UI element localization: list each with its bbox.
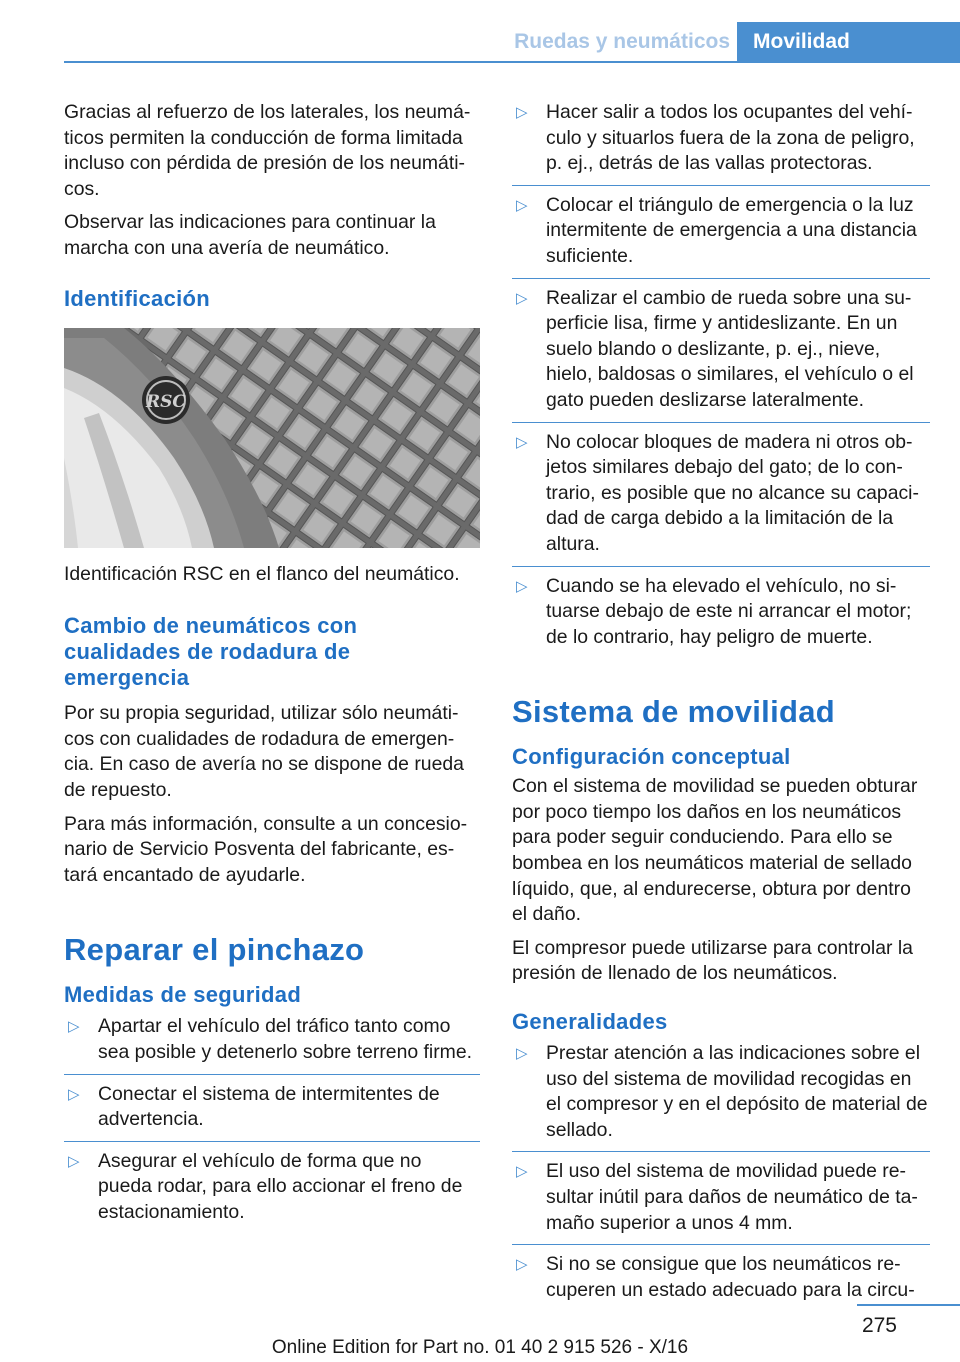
list-divider: [512, 1244, 930, 1245]
list-divider: [512, 278, 930, 279]
page-number-rule: [857, 1304, 960, 1306]
list-divider: [512, 566, 930, 567]
page-number: 275: [861, 1314, 897, 1337]
list-divider: [512, 1151, 930, 1152]
edition-footer: Online Edition for Part no. 01 40 2 915 526 - X/16: [271, 1337, 689, 1358]
svg-text:RSC: RSC: [146, 391, 186, 412]
list-item: ▷ Realizar el cambio de rueda sobre una su‐perficie lisa, firme y antideslizante. En un suelo blando o deslizante, p. ej., nieve, hielo, baldosas o similares, el vehículo o el gato pueden deslizarse lateralmente.: [516, 286, 914, 411]
config-paragraph-1: Con el sistema de movilidad se pueden obturar por poco tiempo los daños en los neumáticos para poder seguir conduciendo. Para ello se bombea en los neumáticos material de sellado líquido, que, al endurecerse, obtura por dentro el daño.: [512, 775, 918, 926]
tire-figure: [64, 328, 480, 548]
header-chapter-tab: Movilidad: [737, 22, 960, 62]
right-column: [512, 100, 930, 1303]
bullet-triangle-icon: ▷: [516, 577, 528, 595]
list-item: ▷ Colocar el triángulo de emergencia o la luz intermitente de emergencia a una distancia suficiente.: [516, 193, 917, 267]
rsc-logo-icon: [142, 376, 190, 424]
generalidades-list: [512, 1041, 930, 1303]
tire-sidewall-image: [64, 328, 480, 548]
medidas-heading: Medidas de seguridad: [64, 982, 302, 1008]
bullet-triangle-icon: ▷: [516, 433, 528, 451]
movilidad-heading: Sistema de movilidad: [512, 694, 835, 730]
list-item: ▷ Conectar el sistema de intermitentes de advertencia.: [68, 1082, 440, 1131]
list-divider: [64, 1074, 480, 1075]
safety-list-continued: [512, 100, 930, 650]
list-item: ▷ Asegurar el vehículo de forma que no pueda rodar, para ello accionar el freno de estacionamiento.: [68, 1149, 463, 1223]
bullet-triangle-icon: ▷: [516, 196, 528, 214]
list-item: ▷ Cuando se ha elevado el vehículo, no si‐tuarse debajo de este ni arrancar el motor; de lo contrario, hay peligro de muerte.: [516, 574, 912, 648]
bullet-triangle-icon: ▷: [68, 1018, 80, 1036]
bullet-triangle-icon: ▷: [516, 1045, 528, 1063]
config-paragraph-2: El compresor puede utilizarse para controlar la presión de llenado de los neumáticos.: [512, 936, 913, 985]
cambio-paragraph-2: Para más información, consulte a un concesio‐nario de Servicio Posventa del fabricante, es‐tará encantado de ayudarle.: [64, 812, 468, 886]
bullet-triangle-icon: ▷: [68, 1152, 80, 1170]
list-item: ▷ El uso del sistema de movilidad puede re‐sultar inútil para daños de neumático de ta‐maño superior a unos 4 mm.: [516, 1160, 918, 1234]
list-item: ▷ Apartar el vehículo del tráfico tanto como sea posible y detenerlo sobre terreno firme.: [68, 1015, 473, 1063]
list-divider: [512, 185, 930, 186]
list-item: ▷ No colocar bloques de madera ni otros ob‐jetos similares debajo del gato; de lo con‐trario, es posible que no alcance su capaci‐dad de carga debido a la limitación de la altura.: [516, 430, 919, 555]
list-item: ▷ Prestar atención a las indicaciones sobre el uso del sistema de movilidad recogidas en el compresor y en el depósito de material de sellado.: [516, 1042, 928, 1141]
list-item: ▷ Hacer salir a todos los ocupantes del vehí‐culo y situarlos fuera de la zona de peligro, p. ej., detrás de las vallas protectoras.: [516, 101, 915, 175]
bullet-triangle-icon: ▷: [516, 1163, 528, 1181]
list-divider: [64, 1141, 480, 1142]
config-heading: Configuración conceptual: [512, 744, 791, 770]
bullet-triangle-icon: ▷: [516, 289, 528, 307]
intro-paragraph-2: Observar las indicaciones para continuar la marcha con una avería de neumático.: [64, 211, 436, 259]
generalidades-heading: Generalidades: [512, 1009, 668, 1035]
safety-list: [64, 1014, 480, 1225]
left-column: [64, 100, 480, 1225]
figure-caption: Identificación RSC en el flanco del neumático.: [64, 562, 460, 585]
identificacion-heading: Identificación: [64, 285, 210, 311]
cambio-heading: Cambio de neumáticos con cualidades de rodadura de emergencia: [64, 613, 358, 691]
bullet-triangle-icon: ▷: [68, 1085, 80, 1103]
list-item: ▷ Si no se consigue que los neumáticos re‐cuperen un estado adecuado para la circu‐: [516, 1253, 915, 1301]
bullet-triangle-icon: ▷: [516, 104, 528, 121]
cambio-paragraph-1: Por su propia seguridad, utilizar sólo neumáti‐cos con cualidades de rodadura de emergen‐cia. En caso de avería no se dispone de rueda de repuesto.: [64, 702, 464, 801]
reparar-heading: Reparar el pinchazo: [64, 932, 365, 968]
bullet-triangle-icon: ▷: [516, 1256, 528, 1274]
intro-paragraph-1: Gracias al refuerzo de los laterales, los neumá‐ticos permiten la conducción de forma limitada incluso con pérdida de presión de los neumáti‐cos.: [64, 101, 471, 200]
header-section-title: Ruedas y neumáticos: [514, 30, 730, 53]
header-rule: [64, 61, 960, 63]
list-divider: [512, 422, 930, 423]
